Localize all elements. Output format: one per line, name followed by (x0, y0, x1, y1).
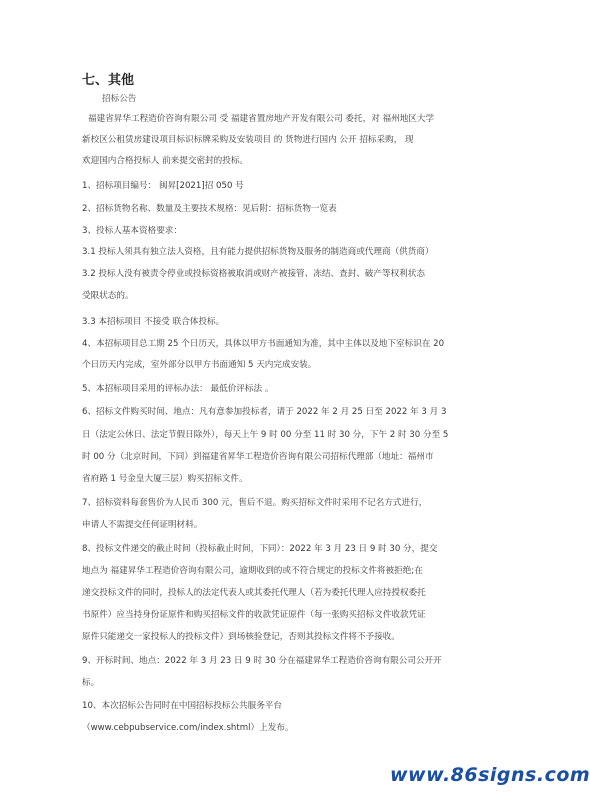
body-line: 省府路 1 号金皇大厦三层）购买招标文件。 (82, 474, 248, 484)
body-line: 2、招标货物名称、数量及主要技术规格：见后附：招标货物一览表 (82, 204, 337, 214)
body-line: 欢迎国内合格投标人 前来提交密封的投标。 (82, 156, 249, 166)
site-watermark: www.86signs.com (390, 764, 590, 786)
body-line: 5、本招标项目采用的评标办法： 最低价评标法 。 (82, 384, 274, 394)
body-line: 4、本招标项目总工期 25 个日历天，具体以甲方书面通知为准，其中主体以及地下室标识在 20 (82, 339, 445, 349)
body-line: 日（法定公休日、法定节假日除外），每天上午 9 时 00 分至 11 时 30 分，下午 2 时 30 分至 5 (82, 430, 449, 440)
body-line: 书原件）应当持身份证原件和购买招标文件的收款凭证原件（每一张购买招标文件收款凭证 (82, 610, 426, 620)
body-line: （www.cebpubservice.com/index.shtml）上发布。 (82, 723, 294, 733)
notice-title: 招标公告 (102, 94, 137, 104)
body-line: 时 00 分（北京时间，下同）到福建省昇华工程造价咨询有限公司招标代理部（地址：福州市 (82, 452, 434, 462)
body-line: 10、本次招标公告同时在中国招标投标公共服务平台 (82, 701, 282, 711)
body-line: 7、招标资料每套售价为人民币 300 元，售后不退。购买招标文件时采用不记名方式进行， (82, 498, 428, 508)
body-line: 福建省昇华工程造价咨询有限公司 受 福建省置房地产开发有限公司 委托，对 福州地区大学 (88, 114, 435, 124)
body-line: 9、开标时间、地点：2022 年 3 月 23 日 9 时 30 分在福建昇华工程造价咨询有限公司公开开 (82, 656, 442, 666)
body-line: 地点为 福建昇华工程造价咨询有限公司，逾期收到的或不符合规定的投标文件将被拒绝;在 (82, 566, 423, 576)
body-line: 标。 (82, 678, 100, 688)
body-line: 1、招标项目编号： 闽昇[2021]招 050 号 (82, 181, 244, 191)
body-line: 6、招标文件购买时间、地点：凡有意参加投标者，请于 2022 年 2 月 25 日至 2022 年 3 月 3 (82, 407, 447, 417)
body-line: 递交投标文件的同时，投标人的法定代表人或其委托代理人（若为委托代理人应持授权委托 (82, 588, 426, 598)
body-line: 受限状态的。 (82, 291, 134, 301)
body-line: 8、投标文件递交的截止时间（投标截止时间，下同）：2022 年 3 月 23 日 9 时 30 分，提交 (82, 544, 438, 554)
body-line: 新校区公租赁房建设项目标识标牌采购及安装项目 的 货物进行国内 公开 招标采购， 现 (82, 135, 414, 145)
section-heading: 七、其他 (82, 73, 135, 88)
body-line: 3.2 投标人没有被责令停业或投标资格被取消或财产被接管、冻结、查封、破产等权利状态 (82, 269, 425, 279)
body-line: 个日历天内完成，室外部分以甲方书面通知 5 天内完成安装。 (82, 360, 317, 370)
body-line: 3、投标人基本资格要求： (82, 226, 182, 236)
body-line: 原件只能递交一家投标人的投标文件）到场核验登记，否则其投标文件将不予接收。 (82, 632, 400, 642)
body-line: 申请人不需提交任何证明材料。 (82, 520, 203, 530)
body-line: 3.3 本招标项目 不接受 联合体投标。 (82, 317, 225, 327)
body-line: 3.1 投标人须具有独立法人资格，且有能力提供招标货物及服务的制造商或代理商（供货商） (82, 247, 434, 257)
